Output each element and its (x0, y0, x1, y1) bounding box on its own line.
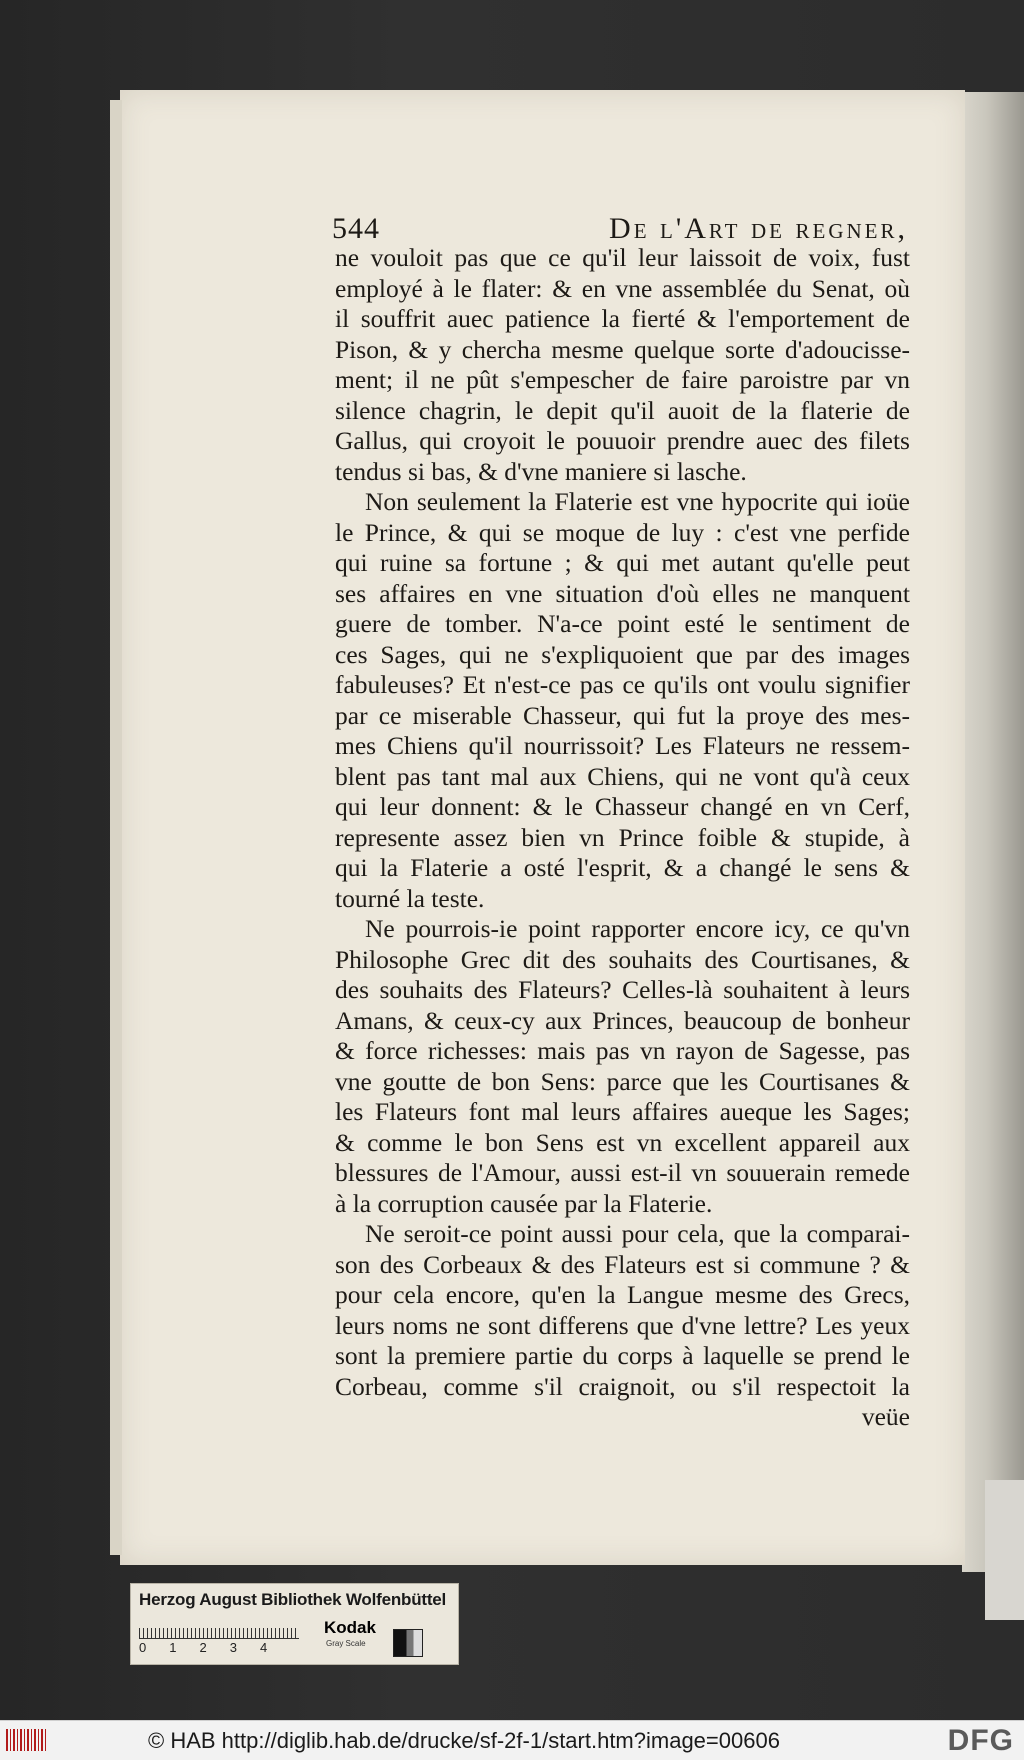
page-text (332, 212, 910, 1433)
text-line: silence chagrin, le depit qu'il auoit de la flaterie de (335, 395, 910, 425)
text-line: Ne pourrois-ie point rapporter encore icy, ce qu'vn (365, 914, 910, 943)
text-lines (335, 243, 910, 1402)
text-line: represente assez bien vn Prince foible & stupide, à (335, 822, 910, 852)
color-calibration-card (130, 1583, 459, 1665)
text-line: sont la premiere partie du corps à laquelle se prend le (335, 1341, 910, 1370)
scale-tick-label: 0 (139, 1640, 147, 1655)
text-line: il souffrit auec patience la fierté & l'emportement de (335, 304, 910, 333)
dfg-logo: DFG (947, 1724, 1014, 1757)
text-line: ment; il ne pût s'empescher de faire paroistre par vn (335, 365, 910, 394)
running-head: De l'Art de regner, (609, 212, 908, 245)
text-line: guere de tomber. N'a-ce point esté le sentiment de (335, 609, 910, 638)
text-line: qui la Flaterie a osté l'esprit, & a changé le sens & (335, 853, 910, 882)
page-header (332, 212, 910, 245)
card-scale (139, 1640, 309, 1655)
text-line: son des Corbeaux & des Flateurs est si commune ? & (335, 1249, 910, 1279)
text-line: fabuleuses? Et n'est-ce pas ce qu'ils ont voulu signifier (335, 670, 910, 699)
scale-tick-label: 4 (259, 1640, 268, 1655)
catchword: veüe (861, 1402, 910, 1431)
text-line: ne vouloit pas que ce qu'il leur laissoit de voix, fust (335, 243, 910, 272)
footer-citation[interactable]: © HAB http://diglib.hab.de/drucke/sf-2f-1/start.htm?image=00606 (148, 1728, 780, 1753)
gray-swatch (393, 1629, 423, 1657)
text-line: qui ruine sa fortune ; & qui met autant qu'elle peut (335, 548, 910, 577)
text-line: les Flateurs font mal leurs affaires aueque les Sages; (335, 1097, 910, 1126)
text-line: Gallus, qui croyoit le pouuoir prendre auec des filets (335, 426, 910, 455)
text-line: le Prince, & qui se moque de luy : c'est vne perfide (335, 517, 910, 547)
footer-bar (0, 1720, 1024, 1760)
text-line: leurs noms ne sont differens que d'vne lettre? Les yeux (335, 1310, 910, 1340)
text-line: qui leur donnent: & le Chasseur changé en vn Cerf, (335, 792, 910, 821)
text-line: pour cela encore, qu'en la Langue mesme des Grecs, (335, 1280, 910, 1309)
text-line: & comme le bon Sens est vn excellent appareil aux (335, 1127, 910, 1157)
text-line: Pison, & y chercha mesme quelque sorte d'adoucisse- (335, 334, 910, 364)
card-ruler (139, 1616, 299, 1639)
text-line: des souhaits des Flateurs? Celles-là souhaitent à leurs (335, 975, 910, 1004)
card-brand: Kodak (324, 1618, 376, 1637)
text-line: ces Sages, qui ne s'expliquoient que par des images (335, 639, 910, 669)
facing-page-corner (985, 1480, 1024, 1620)
text-line: blessures de l'Amour, aussi est-il vn souuerain remede (335, 1158, 910, 1187)
text-line: & force richesses: mais pas vn rayon de Sagesse, pas (335, 1036, 910, 1065)
scale-tick-label: 1 (169, 1640, 177, 1655)
text-line: à la corruption causée par la Flaterie. (335, 1188, 713, 1218)
facing-page-edge (962, 92, 1024, 1572)
barcode-icon (6, 1729, 46, 1751)
text-line: vne goutte de bon Sens: parce que les Courtisanes & (335, 1066, 910, 1096)
text-line: ses affaires en vne situation d'où elles ne manquent (335, 578, 910, 608)
text-line: Ne seroit-ce point aussi pour cela, que la comparai- (365, 1219, 910, 1248)
text-line: Corbeau, comme s'il craignoit, ou s'il respectoit la (335, 1371, 910, 1401)
card-subtitle: Gray Scale (326, 1639, 366, 1648)
text-line: blent pas tant mal aux Chiens, qui ne vont qu'à ceux (335, 761, 910, 791)
text-line: Non seulement la Flaterie est vne hypocrite qui ioüe (365, 487, 910, 516)
card-title: Herzog August Bibliothek Wolfenbüttel (139, 1590, 447, 1609)
text-line: Philosophe Grec dit des souhaits des Courtisanes, & (335, 944, 910, 974)
scale-tick-label: 2 (199, 1640, 207, 1655)
text-line: tourné la teste. (335, 883, 485, 913)
text-line: tendus si bas, & d'vne maniere si lasche. (335, 456, 747, 486)
text-line: Amans, & ceux-cy aux Princes, beaucoup de bonheur (335, 1005, 910, 1035)
scale-tick-label: 3 (229, 1640, 237, 1655)
text-line: par ce miserable Chasseur, qui fut la proye des mes- (335, 700, 910, 730)
text-line: mes Chiens qu'il nourrissoit? Les Flateurs ne ressem- (335, 731, 910, 760)
text-line: employé à le flater: & en vne assemblée du Senat, où (335, 273, 910, 303)
page-number: 544 (332, 212, 380, 245)
